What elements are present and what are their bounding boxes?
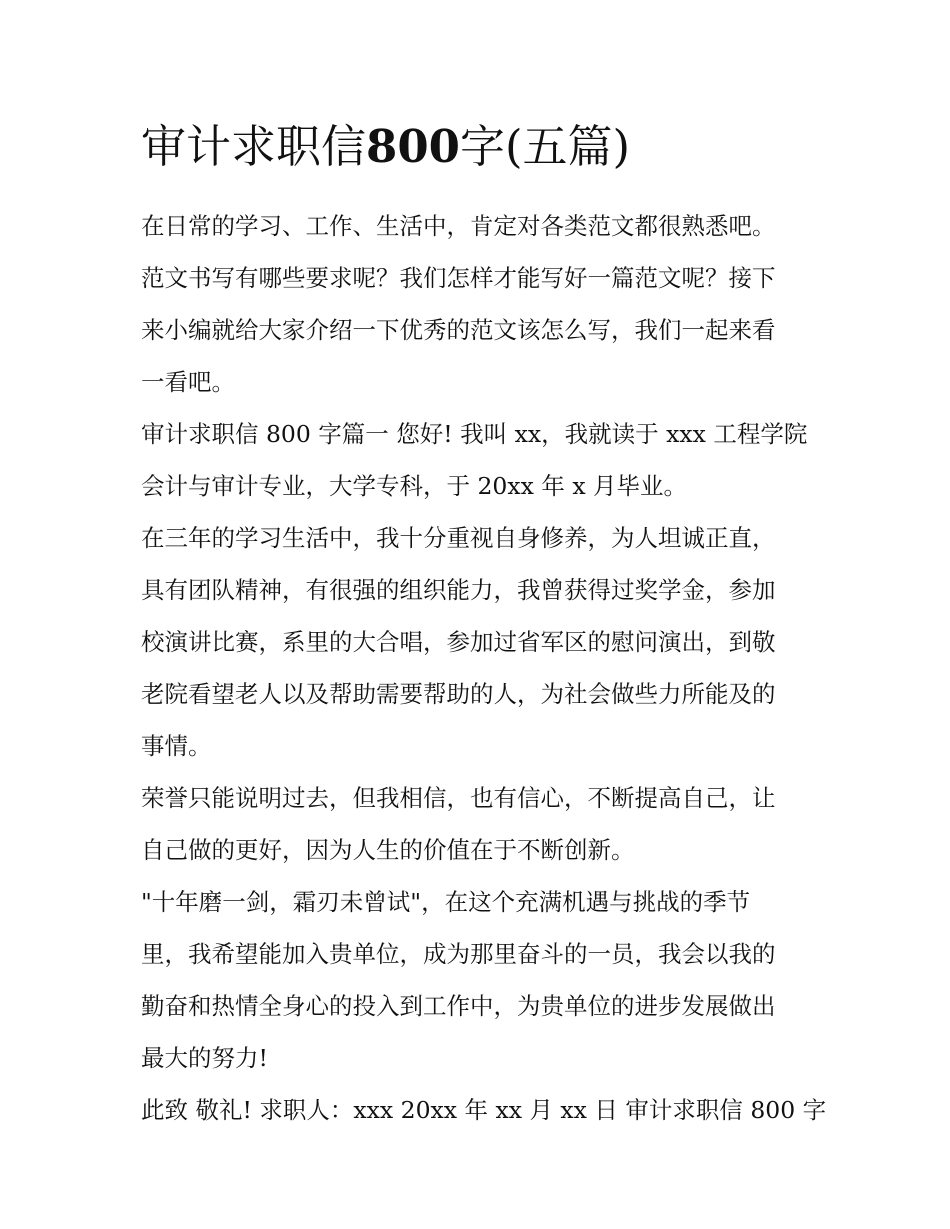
body-line: 最大的努力! [141, 1044, 268, 1072]
body-line: 在三年的学习生活中，我十分重视自身修养，为人坦诚正直， [141, 524, 776, 552]
body-line: 荣誉只能说明过去，但我相信，也有信心，不断提高自己，让 [141, 784, 776, 812]
title-suffix: 字(五篇) [459, 120, 631, 173]
body-line: 自己做的更好，因为人生的价值在于不断创新。 [141, 836, 635, 864]
body-line: 具有团队精神，有很强的组织能力，我曾获得过奖学金，参加 [141, 576, 776, 604]
body-line: 勤奋和热情全身心的投入到工作中，为贵单位的进步发展做出 [141, 992, 776, 1020]
body-line: 老院看望老人以及帮助需要帮助的人，为社会做些力所能及的 [141, 680, 776, 708]
body-line: 里，我希望能加入贵单位，成为那里奋斗的一员，我会以我的 [141, 940, 776, 968]
body-line: 一看吧。 [141, 368, 235, 396]
body-line: 范文书写有哪些要求呢？我们怎样才能写好一篇范文呢？接下 [141, 264, 776, 292]
body-line: "十年磨一剑，霜刃未曾试"，在这个充满机遇与挑战的季节 [141, 888, 751, 916]
body-line: 此致 敬礼! 求职人：xxx 20xx 年 xx 月 xx 日 审计求职信 800 字 [141, 1096, 827, 1124]
body-line: 审计求职信 800 字篇一 您好! 我叫 xx，我就读于 xxx 工程学院 [141, 420, 808, 448]
body-line: 校演讲比赛，系里的大合唱，参加过省军区的慰问演出，到敬 [141, 628, 776, 656]
title-number: 800 [366, 120, 460, 173]
title-prefix: 审计求职信 [141, 120, 367, 173]
document-body [141, 200, 827, 1136]
body-line: 在日常的学习、工作、生活中，肯定对各类范文都很熟悉吧。 [141, 212, 776, 240]
body-line: 会计与审计专业，大学专科，于 20xx 年 x 月毕业。 [141, 472, 688, 500]
document-title [141, 118, 821, 176]
body-line: 事情。 [141, 732, 212, 760]
body-line: 来小编就给大家介绍一下优秀的范文该怎么写，我们一起来看 [141, 316, 776, 344]
